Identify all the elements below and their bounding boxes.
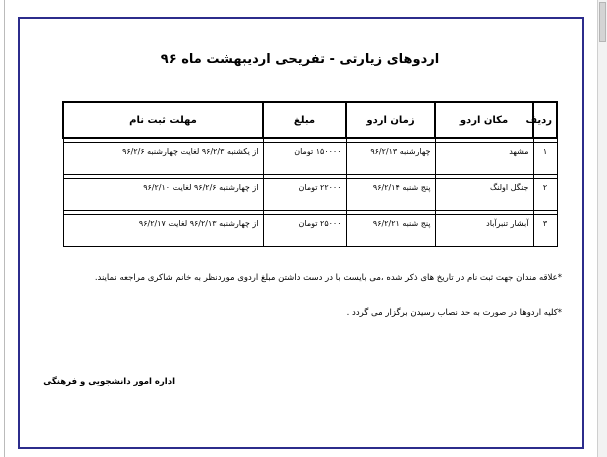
document-title: اردوهای زیارتی - تفریحی اردیبهشت ماه ۹۶ xyxy=(160,52,440,67)
header-date: زمان اردو xyxy=(346,102,435,138)
left-margin-rule xyxy=(0,0,5,457)
header-row-number: ردیف xyxy=(533,102,557,138)
header-deadline: مهلت ثبت نام xyxy=(63,102,263,138)
registration-note: *علاقه مندان جهت ثبت نام در تاریخ های ذکر شده ،می بایست با در دست داشتن مبلغ اردوی موردنظر به خانم شاکری مراجعه نمایند. xyxy=(94,273,562,283)
table-row xyxy=(63,215,557,247)
cell-row-number: ۲ xyxy=(533,179,557,211)
cell-location: جنگل اولنگ xyxy=(435,179,533,211)
cell-date: پنج شنبه ۹۶/۲/۱۴ xyxy=(346,179,435,211)
scrollbar-thumb[interactable] xyxy=(599,2,606,42)
vertical-scrollbar[interactable] xyxy=(597,0,607,457)
issuer-signature: اداره امور دانشجویی و فرهنگی xyxy=(43,377,175,387)
trips-table xyxy=(62,101,558,247)
cell-location: آبشار تنبرآباد xyxy=(435,215,533,247)
cell-deadline: از یکشنبه ۹۶/۲/۳ لغایت چهارشنبه ۹۶/۲/۶ xyxy=(63,143,263,175)
cell-row-number: ۳ xyxy=(533,215,557,247)
quorum-note: *کلیه اردوها در صورت به حد نصاب رسیدن برگزار می گردد . xyxy=(346,308,562,318)
table-row xyxy=(63,179,557,211)
cell-date: پنج شنبه ۹۶/۲/۲۱ xyxy=(346,215,435,247)
cell-price: ۲۲۰۰۰ تومان xyxy=(263,179,346,211)
cell-price: ۱۵۰۰۰۰ تومان xyxy=(263,143,346,175)
cell-deadline: از چهارشنبه ۹۶/۲/۶ لغایت ۹۶/۲/۱۰ xyxy=(63,179,263,211)
table-header-row xyxy=(63,102,557,138)
header-price: مبلغ xyxy=(263,102,346,138)
cell-price: ۲۵۰۰۰ تومان xyxy=(263,215,346,247)
header-location: مکان اردو xyxy=(435,102,533,138)
cell-row-number: ۱ xyxy=(533,143,557,175)
cell-deadline: از چهارشنبه ۹۶/۲/۱۳ لغایت ۹۶/۲/۱۷ xyxy=(63,215,263,247)
table-row xyxy=(63,143,557,175)
cell-date: چهارشنبه ۹۶/۲/۱۳ xyxy=(346,143,435,175)
cell-location: مشهد xyxy=(435,143,533,175)
